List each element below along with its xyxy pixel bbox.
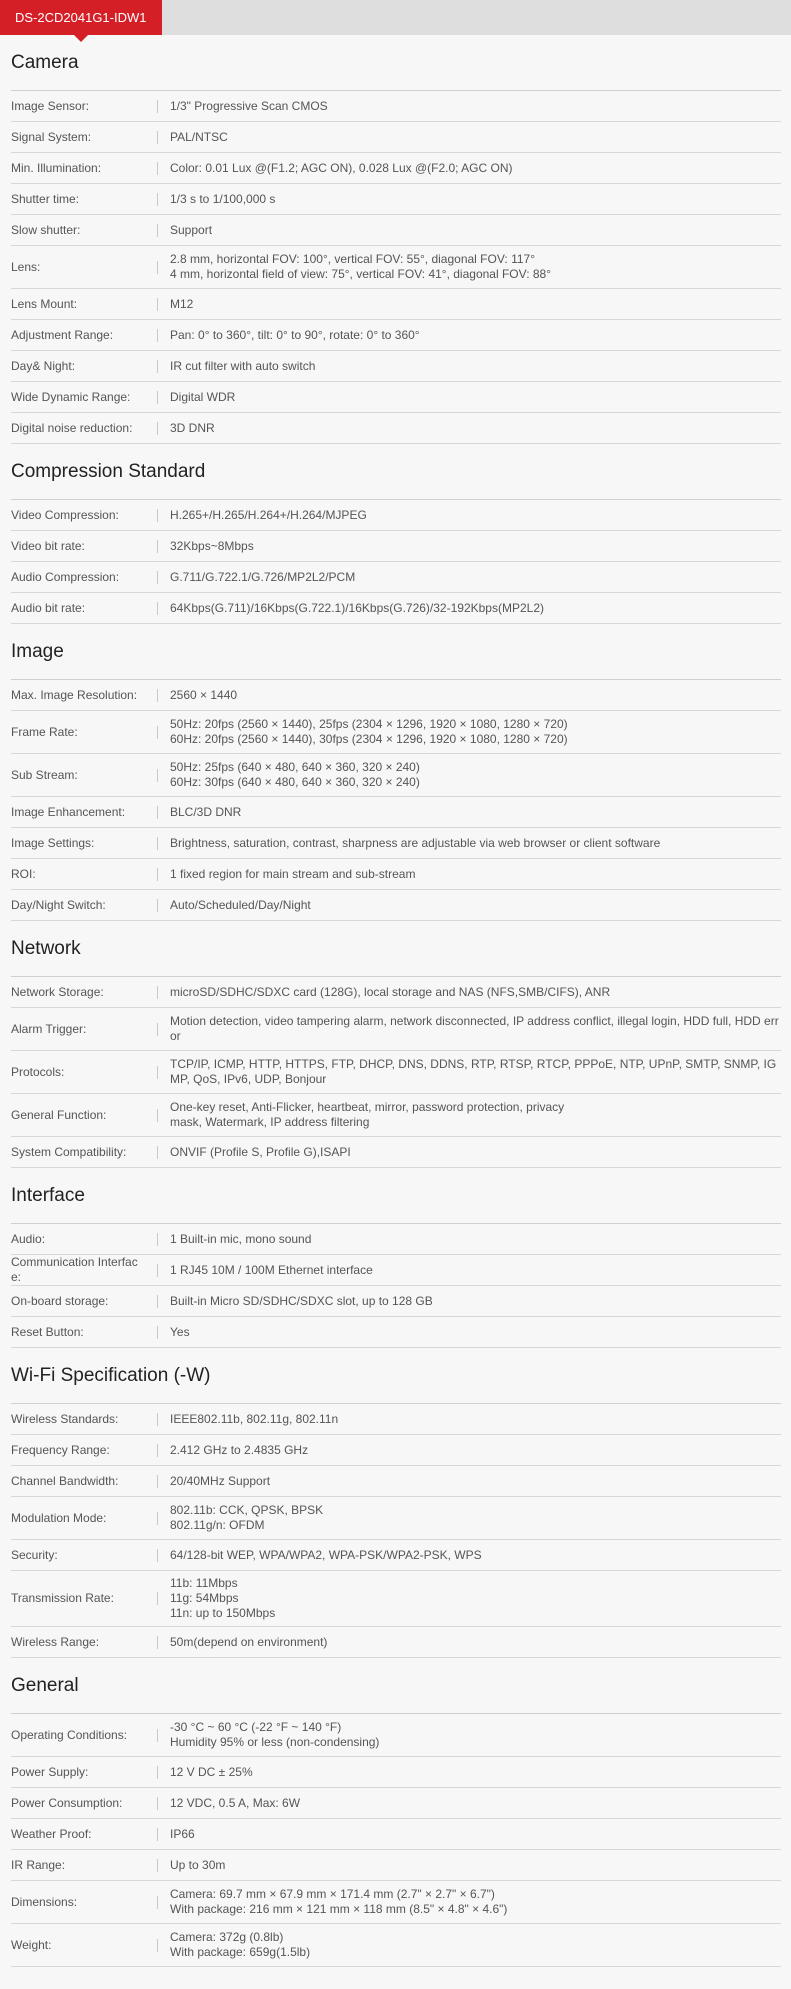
spec-value: M12 xyxy=(170,296,194,311)
spec-row xyxy=(11,1094,781,1137)
spec-label: Image Sensor: xyxy=(11,98,90,113)
spec-row xyxy=(11,91,781,122)
column-divider xyxy=(157,986,158,999)
spec-section xyxy=(11,624,781,921)
spec-label: Slow shutter: xyxy=(11,222,81,237)
spec-label: Shutter time: xyxy=(11,191,80,206)
spec-label: Modulation Mode: xyxy=(11,1510,107,1525)
column-divider xyxy=(157,1828,158,1841)
spec-row xyxy=(11,1540,781,1571)
spec-value: 802.11b: CCK, QPSK, BPSK 802.11g/n: OFDM xyxy=(170,1503,324,1532)
spec-value: BLC/3D DNR xyxy=(170,804,242,819)
spec-section xyxy=(11,35,781,444)
spec-label: Video bit rate: xyxy=(11,538,85,553)
spec-row xyxy=(11,153,781,184)
spec-value: Up to 30m xyxy=(170,1857,226,1872)
spec-row xyxy=(11,1286,781,1317)
top-tab-bar xyxy=(0,0,791,35)
spec-value: IEEE802.11b, 802.11g, 802.11n xyxy=(170,1411,339,1426)
column-divider xyxy=(157,1549,158,1562)
section-title: Network xyxy=(11,921,781,977)
spec-label: IR Range: xyxy=(11,1857,66,1872)
spec-value: 64Kbps(G.711)/16Kbps(G.722.1)/16Kbps(G.726)/32-192Kbps(MP2L2) xyxy=(170,600,544,615)
column-divider xyxy=(157,1766,158,1779)
column-divider xyxy=(157,261,158,274)
spec-value: Auto/Scheduled/Day/Night xyxy=(170,897,311,912)
spec-row xyxy=(11,531,781,562)
spec-content xyxy=(0,35,791,1967)
column-divider xyxy=(157,1233,158,1246)
spec-row xyxy=(11,1317,781,1348)
spec-value: 50m(depend on environment) xyxy=(170,1634,328,1649)
spec-section xyxy=(11,444,781,624)
spec-label: Power Supply: xyxy=(11,1764,89,1779)
spec-value: One-key reset, Anti-Flicker, heartbeat, mirror, password protection, privacy mask, Watermark, IP address filtering xyxy=(170,1100,565,1129)
spec-row xyxy=(11,890,781,921)
spec-value: 3D DNR xyxy=(170,420,215,435)
spec-value: 1 fixed region for main stream and sub-stream xyxy=(170,866,416,881)
spec-label: Image Enhancement: xyxy=(11,804,126,819)
spec-row xyxy=(11,1788,781,1819)
spec-label: Alarm Trigger: xyxy=(11,1021,87,1036)
spec-row xyxy=(11,1924,781,1967)
spec-value: -30 °C ~ 60 °C (-22 °F ~ 140 °F) Humidity 95% or less (non-condensing) xyxy=(170,1720,380,1749)
column-divider xyxy=(157,1939,158,1952)
column-divider xyxy=(157,193,158,206)
spec-row xyxy=(11,1255,781,1286)
spec-label: Min. Illumination: xyxy=(11,160,102,175)
spec-row xyxy=(11,289,781,320)
column-divider xyxy=(157,1475,158,1488)
spec-label: General Function: xyxy=(11,1107,107,1122)
spec-value: 20/40MHz Support xyxy=(170,1473,271,1488)
spec-value: Support xyxy=(170,222,213,237)
column-divider xyxy=(157,1295,158,1308)
spec-label: ROI: xyxy=(11,866,36,881)
spec-row xyxy=(11,1137,781,1168)
column-divider xyxy=(157,1109,158,1122)
spec-row xyxy=(11,1819,781,1850)
spec-row xyxy=(11,1850,781,1881)
section-title: Wi-Fi Specification (-W) xyxy=(11,1348,781,1404)
spec-row xyxy=(11,1404,781,1435)
spec-row xyxy=(11,593,781,624)
column-divider xyxy=(157,1729,158,1742)
column-divider xyxy=(157,1592,158,1605)
spec-value: 2.8 mm, horizontal FOV: 100°, vertical FOV: 55°, diagonal FOV: 117° 4 mm, horizontal field of view: 75°, vertical FOV: 41°, diagonal FOV: 88° xyxy=(170,252,552,281)
spec-row xyxy=(11,562,781,593)
spec-row xyxy=(11,246,781,289)
spec-label: System Compatibility: xyxy=(11,1144,127,1159)
spec-label: Weight: xyxy=(11,1937,52,1952)
spec-label: Max. Image Resolution: xyxy=(11,687,138,702)
spec-row xyxy=(11,1224,781,1255)
column-divider xyxy=(157,1023,158,1036)
spec-row xyxy=(11,711,781,754)
spec-value: IR cut filter with auto switch xyxy=(170,358,316,373)
column-divider xyxy=(157,602,158,615)
spec-value: Digital WDR xyxy=(170,389,236,404)
column-divider xyxy=(157,131,158,144)
spec-label: Lens: xyxy=(11,259,41,274)
spec-value: 1 Built-in mic, mono sound xyxy=(170,1231,312,1246)
spec-value: PAL/NTSC xyxy=(170,129,228,144)
column-divider xyxy=(157,726,158,739)
spec-value: H.265+/H.265/H.264+/H.264/MJPEG xyxy=(170,507,367,522)
column-divider xyxy=(157,298,158,311)
column-divider xyxy=(157,1264,158,1277)
spec-label: Wide Dynamic Range: xyxy=(11,389,131,404)
spec-row xyxy=(11,215,781,246)
spec-label: Video Compression: xyxy=(11,507,119,522)
column-divider xyxy=(157,509,158,522)
column-divider xyxy=(157,837,158,850)
spec-label: Audio: xyxy=(11,1231,46,1246)
spec-label: Frequency Range: xyxy=(11,1442,110,1457)
spec-row xyxy=(11,754,781,797)
spec-row xyxy=(11,1881,781,1924)
spec-value: Camera: 372g (0.8lb) With package: 659g(1.5lb) xyxy=(170,1930,311,1959)
spec-label: Transmission Rate: xyxy=(11,1591,114,1605)
spec-label: Security: xyxy=(11,1547,58,1562)
spec-label: Protocols: xyxy=(11,1064,65,1079)
spec-label: Dimensions: xyxy=(11,1894,78,1909)
column-divider xyxy=(157,1066,158,1079)
spec-row xyxy=(11,1571,781,1627)
column-divider xyxy=(157,391,158,404)
spec-label: Digital noise reduction: xyxy=(11,420,133,435)
column-divider xyxy=(157,224,158,237)
spec-label: Audio bit rate: xyxy=(11,600,86,615)
spec-value: 50Hz: 25fps (640 × 480, 640 × 360, 320 × 240) 60Hz: 30fps (640 × 480, 640 × 360, 320 × 240) xyxy=(170,760,420,789)
column-divider xyxy=(157,769,158,782)
spec-label: On-board storage: xyxy=(11,1293,109,1308)
tab-model[interactable]: DS-2CD2041G1-IDW1 xyxy=(0,0,162,35)
spec-row xyxy=(11,320,781,351)
column-divider xyxy=(157,360,158,373)
column-divider xyxy=(157,329,158,342)
column-divider xyxy=(157,162,158,175)
spec-value: 12 V DC ± 25% xyxy=(170,1764,253,1779)
spec-row xyxy=(11,1008,781,1051)
spec-row xyxy=(11,382,781,413)
spec-value: 1 RJ45 10M / 100M Ethernet interface xyxy=(170,1262,373,1277)
column-divider xyxy=(157,899,158,912)
spec-section xyxy=(11,1658,781,1967)
spec-section xyxy=(11,921,781,1168)
section-title: Interface xyxy=(11,1168,781,1224)
spec-label: Day/Night Switch: xyxy=(11,897,106,912)
spec-row xyxy=(11,184,781,215)
spec-label: Image Settings: xyxy=(11,835,95,850)
spec-value: G.711/G.722.1/G.726/MP2L2/PCM xyxy=(170,569,356,584)
spec-value: 2560 × 1440 xyxy=(170,687,238,702)
spec-label: Signal System: xyxy=(11,129,92,144)
spec-label: Communication Interface: xyxy=(11,1255,138,1284)
spec-label: Wireless Range: xyxy=(11,1634,100,1649)
spec-label: Weather Proof: xyxy=(11,1826,92,1841)
column-divider xyxy=(157,1146,158,1159)
spec-section xyxy=(11,1168,781,1348)
spec-value: microSD/SDHC/SDXC card (128G), local storage and NAS (NFS,SMB/CIFS), ANR xyxy=(170,984,611,999)
column-divider xyxy=(157,540,158,553)
spec-value: 11b: 11Mbps 11g: 54Mbps 11n: up to 150Mbps xyxy=(170,1576,276,1620)
spec-value: ONVIF (Profile S, Profile G),ISAPI xyxy=(170,1144,351,1159)
section-title: Image xyxy=(11,624,781,680)
column-divider xyxy=(157,571,158,584)
section-title: Camera xyxy=(11,35,781,91)
section-title: Compression Standard xyxy=(11,444,781,500)
spec-label: Audio Compression: xyxy=(11,569,120,584)
spec-value: Yes xyxy=(170,1324,190,1339)
spec-row xyxy=(11,859,781,890)
column-divider xyxy=(157,1896,158,1909)
spec-value: 12 VDC, 0.5 A, Max: 6W xyxy=(170,1795,301,1810)
spec-value: IP66 xyxy=(170,1826,195,1841)
spec-row xyxy=(11,977,781,1008)
spec-value: Built-in Micro SD/SDHC/SDXC slot, up to 128 GB xyxy=(170,1293,433,1308)
section-title: General xyxy=(11,1658,781,1714)
spec-section xyxy=(11,1348,781,1658)
column-divider xyxy=(157,100,158,113)
spec-row xyxy=(11,797,781,828)
spec-row xyxy=(11,1627,781,1658)
spec-label: Network Storage: xyxy=(11,984,104,999)
spec-label: Channel Bandwidth: xyxy=(11,1473,119,1488)
spec-label: Reset Button: xyxy=(11,1324,84,1339)
spec-value: Color: 0.01 Lux @(F1.2; AGC ON), 0.028 Lux @(F2.0; AGC ON) xyxy=(170,160,513,175)
spec-value: 1/3 s to 1/100,000 s xyxy=(170,191,276,206)
column-divider xyxy=(157,689,158,702)
spec-label: Lens Mount: xyxy=(11,296,78,311)
column-divider xyxy=(157,1444,158,1457)
column-divider xyxy=(157,868,158,881)
spec-row xyxy=(11,122,781,153)
spec-value: 64/128-bit WEP, WPA/WPA2, WPA-PSK/WPA2-PSK, WPS xyxy=(170,1547,482,1562)
spec-label: Day& Night: xyxy=(11,358,76,373)
spec-label: Power Consumption: xyxy=(11,1795,123,1810)
spec-row xyxy=(11,351,781,382)
column-divider xyxy=(157,1326,158,1339)
spec-row xyxy=(11,1051,781,1094)
spec-row xyxy=(11,680,781,711)
spec-value: 1/3" Progressive Scan CMOS xyxy=(170,98,328,113)
spec-label: Sub Stream: xyxy=(11,767,78,782)
spec-label: Operating Conditions: xyxy=(11,1727,128,1742)
spec-label: Frame Rate: xyxy=(11,724,78,739)
column-divider xyxy=(157,1512,158,1525)
spec-row xyxy=(11,1466,781,1497)
spec-label: Adjustment Range: xyxy=(11,327,114,342)
spec-row xyxy=(11,1757,781,1788)
spec-row xyxy=(11,413,781,444)
spec-value: Brightness, saturation, contrast, sharpness are adjustable via web browser or client software xyxy=(170,835,661,850)
spec-value: Camera: 69.7 mm × 67.9 mm × 171.4 mm (2.7" × 2.7" × 6.7") With package: 216 mm × 121 mm × 118 mm (8.5" × 4.8" × 4.6") xyxy=(170,1887,508,1916)
spec-row xyxy=(11,1714,781,1757)
spec-value: 50Hz: 20fps (2560 × 1440), 25fps (2304 × 1296, 1920 × 1080, 1280 × 720) 60Hz: 20fps (2560 × 1440), 30fps (2304 × 1296, 1920 × 1080, 1280 × 720) xyxy=(170,717,568,746)
spec-row xyxy=(11,500,781,531)
spec-value: Motion detection, video tampering alarm, network disconnected, IP address conflict, illegal login, HDD full, HDD error xyxy=(170,1014,779,1043)
spec-label: Wireless Standards: xyxy=(11,1411,119,1426)
spec-value: Pan: 0° to 360°, tilt: 0° to 90°, rotate: 0° to 360° xyxy=(170,327,420,342)
spec-row xyxy=(11,1497,781,1540)
column-divider xyxy=(157,1859,158,1872)
column-divider xyxy=(157,422,158,435)
spec-value: 2.412 GHz to 2.4835 GHz xyxy=(170,1442,309,1457)
spec-value: TCP/IP, ICMP, HTTP, HTTPS, FTP, DHCP, DNS, DDNS, RTP, RTSP, RTCP, PPPoE, NTP, UPnP, SMTP, SNMP, IGMP, QoS, IPv6, UDP, Bonjour xyxy=(170,1057,777,1086)
spec-row xyxy=(11,828,781,859)
spec-value: 32Kbps~8Mbps xyxy=(170,538,254,553)
spec-row xyxy=(11,1435,781,1466)
column-divider xyxy=(157,806,158,819)
column-divider xyxy=(157,1636,158,1649)
column-divider xyxy=(157,1797,158,1810)
column-divider xyxy=(157,1413,158,1426)
